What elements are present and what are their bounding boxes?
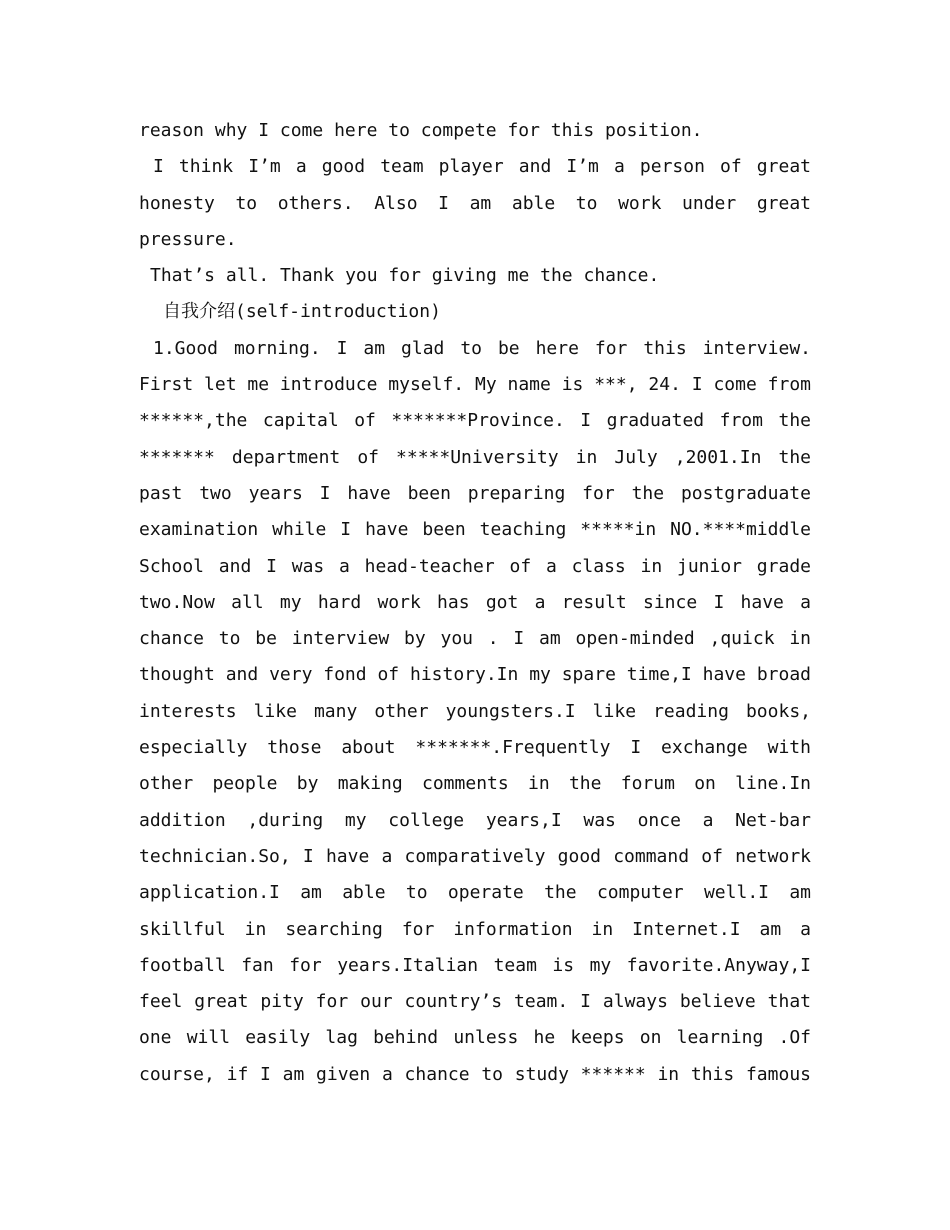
text-line: ******,the capital of *******Province. I graduated from the: [139, 410, 811, 432]
text-line: one will easily lag behind unless he keeps on learning .Of: [139, 1027, 811, 1049]
text-line: I think I’m a good team player and I’m a person of great: [153, 156, 811, 178]
section-heading: 自我介绍(self-introduction): [163, 301, 441, 323]
text-line: examination while I have been teaching *****in NO.****middle: [139, 519, 811, 541]
text-line: chance to be interview by you . I am open-minded ,quick in: [139, 628, 811, 650]
text-line: reason why I come here to compete for this position.: [139, 120, 703, 141]
text-line: past two years I have been preparing for the postgraduate: [139, 482, 811, 504]
text-line: course, if I am given a chance to study ****** in this famous: [139, 1063, 811, 1085]
text-line: School and I was a head-teacher of a class in junior grade: [139, 555, 811, 577]
text-line: other people by making comments in the forum on line.In: [139, 773, 811, 795]
text-line: application.I am able to operate the computer well.I am: [139, 882, 811, 904]
text-line: two.Now all my hard work has got a result since I have a: [139, 591, 811, 613]
text-line: feel great pity for our country’s team. I always believe that: [139, 991, 811, 1013]
text-line: ******* department of *****University in July ,2001.In the: [139, 446, 811, 468]
text-line: football fan for years.Italian team is my favorite.Anyway,I: [139, 954, 811, 976]
text-line: especially those about *******.Frequently I exchange with: [139, 737, 811, 759]
text-line: addition ,during my college years,I was once a Net-bar: [139, 809, 811, 831]
text-line: 1.Good morning. I am glad to be here for this interview.: [153, 337, 811, 359]
text-line: technician.So, I have a comparatively good command of network: [139, 845, 811, 867]
text-line: skillful in searching for information in Internet.I am a: [139, 918, 811, 940]
document-body: [139, 113, 811, 1093]
text-line: thought and very fond of history.In my spare time,I have broad: [139, 664, 811, 686]
text-line: honesty to others. Also I am able to work under great: [139, 192, 811, 214]
text-line: interests like many other youngsters.I like reading books,: [139, 700, 811, 722]
text-line: That’s all. Thank you for giving me the chance.: [150, 265, 660, 287]
text-line: First let me introduce myself. My name is ***, 24. I come from: [139, 374, 811, 396]
text-line: pressure.: [139, 228, 237, 250]
